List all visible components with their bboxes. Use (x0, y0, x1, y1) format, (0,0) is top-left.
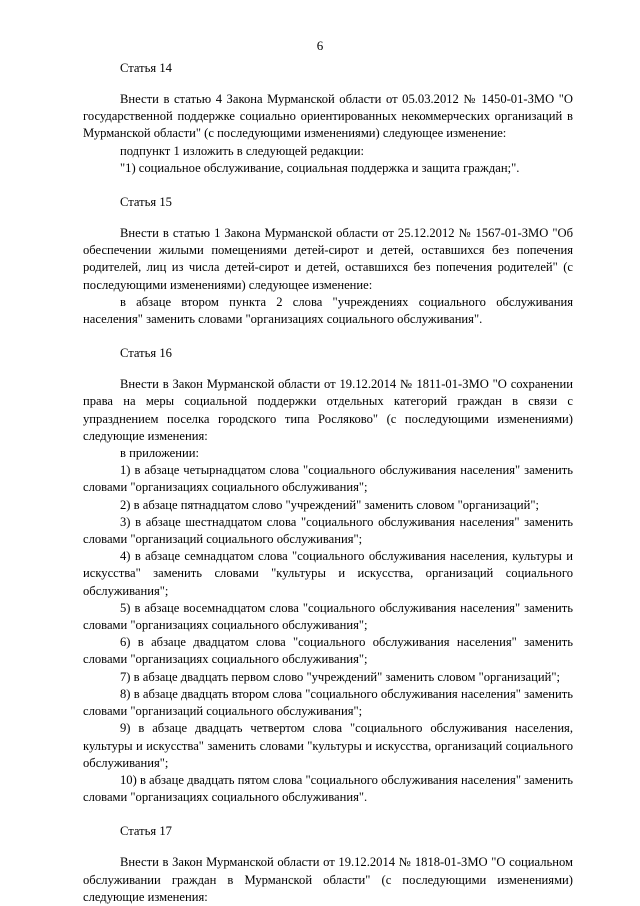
article-17 (83, 823, 573, 906)
list-item: 7) в абзаце двадцать первом слово "учреждений" заменить словом "организаций"; (120, 669, 560, 684)
article-title: Статья 17 (120, 824, 172, 839)
article-title: Статья 15 (120, 195, 172, 210)
list-item: 4) в абзаце семнадцатом слова "социального обслуживания населения, культуры и искусства" заменить словами "культуры и искусства, организаций социального обслуживания"; (83, 549, 573, 598)
article-paragraph: Внести в статью 4 Закона Мурманской области от 05.03.2012 № 1450-01-ЗМО "О государственной поддержке социально ориентированных некоммерческих организаций в Мурманской области" (с последующими изменениями) следующее изменение: (83, 92, 573, 141)
article-paragraph: Внести в Закон Мурманской области от 19.12.2014 № 1818-01-ЗМО "О социальном обслуживании граждан в Мурманской области" (с последующими изменениями) следующие изменения: (83, 855, 573, 904)
list-item: 5) в абзаце восемнадцатом слова "социального обслуживания населения" заменить словами "организациях социального обслуживания"; (83, 600, 573, 633)
page-number: 6 (316, 38, 324, 53)
list-item: 9) в абзаце двадцать четвертом слова "социального обслуживания населения, культуры и искусства" заменить словами "культуры и искусства, организаций социального обслуживания"; (83, 721, 573, 770)
article-14 (83, 60, 573, 177)
article-title: Статья 16 (120, 346, 172, 361)
article-paragraph: Внести в Закон Мурманской области от 19.12.2014 № 1811-01-ЗМО "О сохранении права на меры социальной поддержки отдельных категорий граждан в связи с упразднением поселка городского типа Росляково" (с последующими изменениями) следующие изменения: (83, 377, 573, 443)
list-item: 8) в абзаце двадцать втором слова "социального обслуживания населения" заменить словами "организаций социального обслуживания"; (83, 686, 573, 719)
list-item: 1) в абзаце четырнадцатом слова "социального обслуживания населения" заменить словами "организациях социального обслуживания"; (83, 463, 573, 495)
article-16 (83, 345, 573, 806)
article-title: Статья 14 (120, 61, 172, 75)
article-paragraph: в абзаце втором пункта 2 слова "учреждениях социального обслуживания населения" заменить словами "организациях социального обслуживания". (83, 294, 573, 327)
list-item: 3) в абзаце шестнадцатом слова "социального обслуживания населения" заменить словами "организаций социального обслуживания"; (83, 514, 573, 547)
list-item: 2) в абзаце пятнадцатом слово "учреждений" заменить словом "организаций"; (120, 497, 539, 512)
document-body (83, 60, 573, 906)
article-paragraph: "1) социальное обслуживание, социальная поддержка и защита граждан;". (120, 160, 520, 175)
list-item: 10) в абзаце двадцать пятом слова "социального обслуживания населения" заменить словами "организациях социального обслуживания". (83, 772, 573, 805)
list-item: 6) в абзаце двадцатом слова "социального обслуживания населения" заменить словами "организациях социального обслуживания"; (83, 635, 573, 667)
article-paragraph: подпункт 1 изложить в следующей редакции: (120, 143, 364, 158)
article-paragraph: в приложении: (120, 446, 199, 461)
article-15 (83, 194, 573, 328)
article-paragraph: Внести в статью 1 Закона Мурманской области от 25.12.2012 № 1567-01-ЗМО "Об обеспечении жилыми помещениями детей-сирот и детей, оставшихся без попечения родителей, лиц из числа детей-сирот и детей, оставшихся без попечения родителей" (с последующими изменениями) следующее изменение: (83, 226, 573, 292)
